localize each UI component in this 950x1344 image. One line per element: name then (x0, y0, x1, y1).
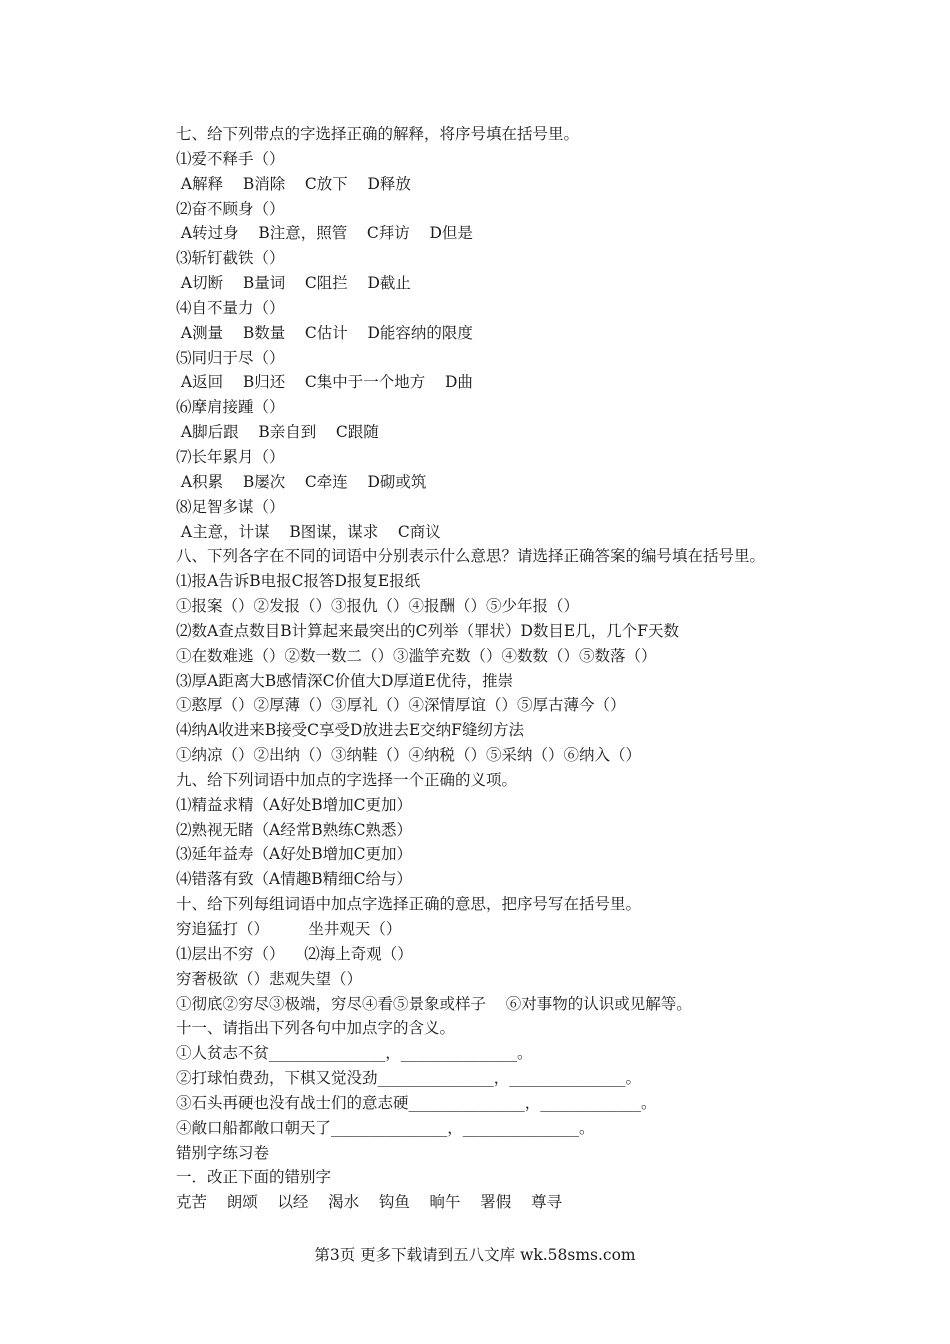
options-line: A返回 B归还 C集中于一个地方 D曲 (176, 373, 473, 392)
blanks-line: ①纳凉（）②出纳（）③纳鞋（）④纳税（）⑤采纳（）⑥纳入（） (176, 746, 642, 765)
options-line: A测量 B数量 C估计 D能容纳的限度 (176, 323, 473, 342)
question-line: ⑹摩肩接踵（） (176, 398, 285, 417)
blanks-line: ①在数难逃（）②数一数二（）③滥竽充数（）④数数（）⑤数落（） (176, 646, 657, 665)
options-line: A转过身 B注意，照管 C拜访 D但是 (176, 224, 473, 243)
question-line: 穷奢极欲（）悲观失望（） (176, 969, 363, 988)
question-line: ⑸同归于尽（） (176, 348, 285, 367)
worksheet-title: 错别字练习卷 (176, 1143, 270, 1162)
question-line: ⑴层出不穷（） ⑵海上奇观（） (176, 944, 413, 963)
page-footer: 第3页 更多下载请到五八文库 wk.58sms.com (314, 1246, 636, 1264)
question-line: ⑷自不量力（） (176, 298, 285, 317)
fill-blank-line: ①人贫志不贫_______________，_______________。 (176, 1044, 533, 1063)
question-line: ⑶斩钉截铁（） (176, 249, 285, 268)
definition-line: ⑵数A查点数目B计算起来最突出的C列举（罪状）D数目E几，几个F天数 (176, 621, 679, 640)
question-line: ⑵熟视无睹（A经常B熟练C熟悉） (176, 820, 412, 839)
question-line: ⑴爱不释手（） (176, 149, 285, 168)
section-heading-9: 九、给下列词语中加点的字选择一个正确的义项。 (176, 770, 518, 789)
options-line: A切断 B量词 C阻拦 D截止 (176, 274, 411, 293)
options-line: A积累 B屡次 C牵连 D砌或筑 (176, 472, 427, 491)
options-line: A脚后跟 B亲自到 C跟随 (176, 423, 379, 442)
question-line: 穷追猛打（） 坐井观天（） (176, 920, 402, 938)
section-heading-8: 八、下列各字在不同的词语中分别表示什么意思？请选择正确答案的编号填在括号里。 (176, 547, 766, 566)
question-line: ⑺长年累月（） (176, 447, 285, 466)
typo-words-line: 克苦 朗颂 以经 渴水 钩鱼 晌午 署假 尊寻 (176, 1193, 562, 1212)
definition-line: ⑴报A告诉B电报C报答D报复E报纸 (176, 572, 421, 591)
options-line: A主意，计谋 B图谋，谋求 C商议 (176, 522, 441, 541)
fill-blank-line: ④敞口船都敞口朝天了_______________，_______________。 (176, 1118, 595, 1137)
question-line: ⑷错落有致（A情趣B精细C给与） (176, 870, 412, 889)
question-line: ⑶延年益寿（A好处B增加C更加） (176, 845, 412, 864)
section-heading-10: 十、给下列每组词语中加点字选择正确的意思，把序号写在括号里。 (176, 895, 642, 914)
options-line: A解释 B消除 C放下 D释放 (176, 174, 411, 193)
definition-line: ⑶厚A距离大B感情深C价值大D厚道E优待，推崇 (176, 671, 514, 690)
section-heading-7: 七、给下列带点的字选择正确的解释，将序号填在括号里。 (176, 125, 580, 143)
options-line: ①彻底②穷尽③极端，穷尽④看⑤景象或样子 ⑥对事物的认识或见解等。 (176, 994, 692, 1013)
fill-blank-line: ②打球怕费劲，下棋又觉没劲_______________，_______________。 (176, 1069, 642, 1088)
question-line: ⑻足智多谋（） (176, 497, 285, 516)
section-heading-typo: 一．改正下面的错别字 (176, 1168, 332, 1187)
definition-line: ⑷纳A收进来B接受C享受D放进去E交纳F缝纫方法 (176, 721, 524, 740)
question-line: ⑵奋不顾身（） (176, 199, 285, 218)
blanks-line: ①报案（）②发报（）③报仇（）④报酬（）⑤少年报（） (176, 597, 580, 616)
question-line: ⑴精益求精（A好处B增加C更加） (176, 795, 412, 814)
page-content (176, 122, 896, 1215)
blanks-line: ①憨厚（）②厚薄（）③厚礼（）④深情厚谊（）⑤厚古薄今（） (176, 696, 626, 715)
section-heading-11: 十一、请指出下列各句中加点字的含义。 (176, 1019, 456, 1038)
fill-blank-line: ③石头再硬也没有战士们的意志硬_______________，_____________。 (176, 1093, 657, 1112)
